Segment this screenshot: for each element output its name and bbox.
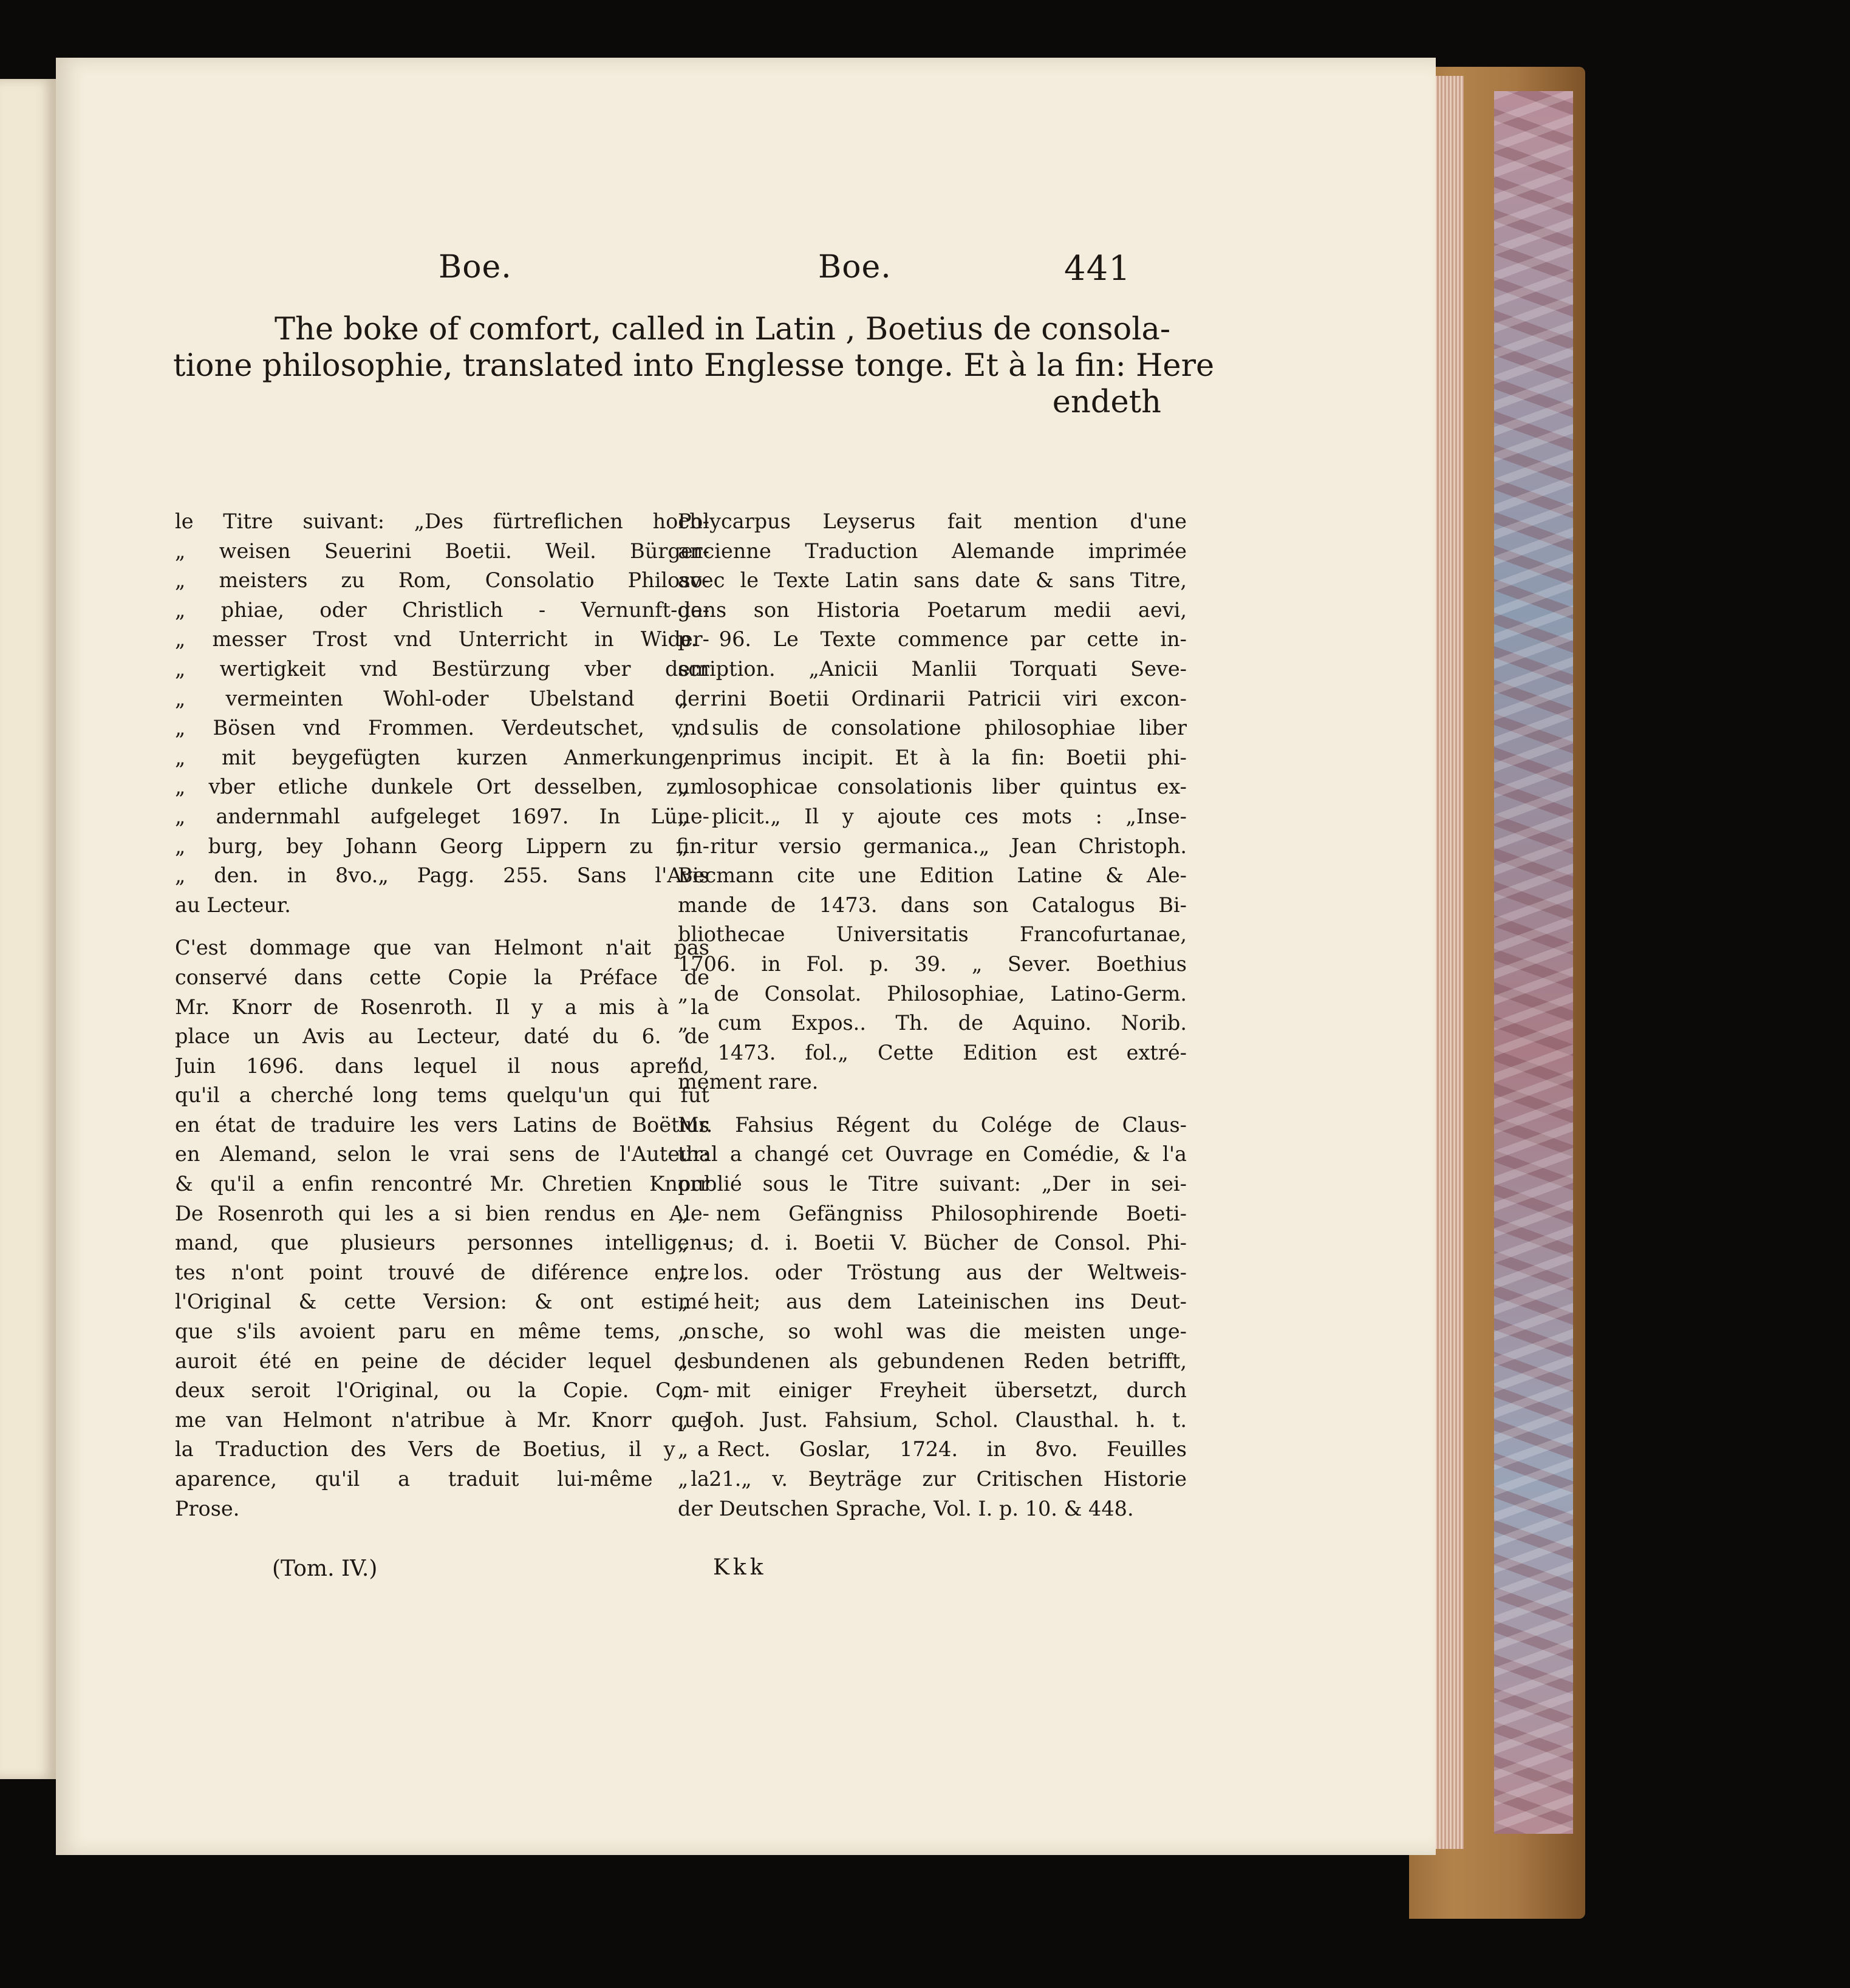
text-line: „ burg, bey Johann Georg Lippern zu fin- [175,834,709,858]
text-line: „ primus incipit. Et à la fin: Boetii phi- [678,745,1187,769]
text-line: le Titre suivant: „Des fürtreflichen hoch- [175,509,709,533]
text-line: tes n'ont point trouvé de diférence entre [175,1260,709,1284]
text-line: der Deutschen Sprache, Vol. I. p. 10. & 448. [678,1496,1134,1520]
text-line: „ nem Gefängniss Philosophirende Boeti- [678,1201,1187,1225]
text-line: me van Helmont n'atribue à Mr. Knorr que [175,1408,709,1432]
text-line: scription. „Anicii Manlii Torquati Seve- [678,656,1187,681]
text-line: conservé dans cette Copie la Préface de [175,965,709,989]
left-text-column [175,507,709,1523]
title-line-1: The boke of comfort, called in Latin , Boetius de consola- [275,311,1171,347]
running-head-left: Boe. [439,249,512,285]
facing-page-edge [0,79,58,1779]
text-line: „ 21.„ v. Beyträge zur Critischen Historie [678,1467,1187,1491]
page-block-edge [1433,76,1464,1849]
text-line: l'Original & cette Version: & ont estimé [175,1290,709,1314]
volume-note: (Tom. IV.) [272,1556,378,1581]
text-line: Becmann cite une Edition Latine & Ale- [678,863,1187,888]
text-line: „ mit einiger Freyheit übersetzt, durch [678,1378,1187,1403]
text-line: Mr. Fahsius Régent du Colége de Claus- [678,1112,1187,1137]
text-line: „ plicit.„ Il y ajoute ces mots : „Inse- [678,804,1187,828]
text-line: avec le Texte Latin sans date & sans Titre, [678,568,1187,593]
text-line: „ weisen Seuerini Boetii. Weil. Bürger- [175,539,709,563]
text-line: „ mit beygefügten kurzen Anmerkungen [175,745,709,769]
text-line: 1706. in Fol. p. 39. „ Sever. Boethius [678,951,1187,976]
book-page [56,58,1436,1855]
text-line: ancienne Traduction Alemande imprimée [678,539,1187,563]
text-line: „ us; d. i. Boetii V. Bücher de Consol. Phi- [678,1231,1187,1255]
text-line: publié sous le Titre suivant: „Der in sei- [678,1172,1187,1196]
text-line: „ andernmahl aufgeleget 1697. In Lüne- [175,804,709,828]
text-line: auroit été en peine de décider lequel des [175,1349,709,1373]
text-line: „ ritur versio germanica.„ Jean Christoph. [678,834,1187,858]
text-line: Prose. [175,1496,240,1520]
text-line: mande de 1473. dans son Catalogus Bi- [678,893,1187,917]
text-line: qu'il a cherché long tems quelqu'un qui fut [175,1083,709,1108]
text-line: „ den. in 8vo.„ Pagg. 255. Sans l'Avis [175,863,709,888]
text-line: De Rosenroth qui les a si bien rendus en Ale- [175,1201,709,1225]
text-line: „ messer Trost vnd Unterricht in Wider- [175,627,709,652]
text-line: mement rare. [678,1070,819,1094]
text-line: p. 96. Le Texte commence par cette in- [678,627,1187,652]
text-line: „ losophicae consolationis liber quintus ex- [678,775,1187,799]
text-line: „ rini Boetii Ordinarii Patricii viri excon- [678,686,1187,710]
page-number: 441 [1064,249,1131,288]
text-line: & qu'il a enfin rencontré Mr. Chretien Knorr [175,1172,709,1196]
text-line: „ vermeinten Wohl-oder Ubelstand der [175,686,709,710]
text-line: „ Rect. Goslar, 1724. in 8vo. Feuilles [678,1437,1187,1462]
text-line: „ Bösen vnd Frommen. Verdeutschet, vnd [175,716,709,740]
text-line: „ phiae, oder Christlich - Vernunft-ge- [175,597,709,622]
text-line: aparence, qu'il a traduit lui-même la [175,1467,709,1491]
text-line: „ Joh. Just. Fahsium, Schol. Clausthal. h. t. [678,1408,1187,1432]
text-line: deux seroit l'Original, ou la Copie. Com- [175,1378,709,1403]
text-line: „ los. oder Tröstung aus der Weltweis- [678,1260,1187,1284]
text-line: „ wertigkeit vnd Bestürzung vber dem [175,656,709,681]
text-line: au Lecteur. [175,893,291,917]
text-line: bliothecae Universitatis Francofurtanae, [678,922,1187,947]
signature-mark: Kkk [713,1555,767,1580]
text-line: en état de traduire les vers Latins de Boëtius [175,1112,709,1137]
text-line: la Traduction des Vers de Boetius, il y a [175,1437,709,1462]
paragraph-gap [175,920,709,933]
text-line: „ vber etliche dunkele Ort desselben, zum [175,775,709,799]
text-line: „ sulis de consolatione philosophiae liber [678,716,1187,740]
text-line: „ heit; aus dem Lateinischen ins Deut- [678,1290,1187,1314]
title-line-3: endeth [1052,384,1161,420]
text-line: en Alemand, selon le vrai sens de l'Auteur: [175,1142,709,1166]
text-line: „ sche, so wohl was die meisten unge- [678,1319,1187,1344]
text-line: mand, que plusieurs personnes intelligen- [175,1231,709,1255]
text-line: „ cum Expos.. Th. de Aquino. Norib. [678,1011,1187,1035]
text-line: dans son Historia Poetarum medii aevi, [678,597,1187,622]
text-line: „ bundenen als gebundenen Reden betrifft, [678,1349,1187,1373]
text-line: „ de Consolat. Philosophiae, Latino-Germ. [678,981,1187,1006]
text-line: Polycarpus Leyserus fait mention d'une [678,509,1187,533]
text-line: place un Avis au Lecteur, daté du 6. de [175,1024,709,1049]
right-text-column [678,507,1187,1523]
paragraph-gap [678,1097,1187,1111]
title-line-2: tione philosophie, translated into Englesse tonge. Et à la fin: Here [173,348,1215,384]
text-line: Mr. Knorr de Rosenroth. Il y a mis à la [175,995,709,1019]
marbled-endpaper [1494,91,1573,1834]
text-line: C'est dommage que van Helmont n'ait pas [175,936,709,960]
text-line: Juin 1696. dans lequel il nous aprend, [175,1054,709,1078]
text-line: „ meisters zu Rom, Consolatio Philoso- [175,568,709,593]
text-line: thal a changé cet Ouvrage en Comédie, & l'a [678,1142,1187,1166]
text-line: que s'ils avoient paru en même tems, on [175,1319,709,1344]
text-line: „ 1473. fol.„ Cette Edition est extré- [678,1040,1187,1064]
running-head-center: Boe. [818,249,892,285]
